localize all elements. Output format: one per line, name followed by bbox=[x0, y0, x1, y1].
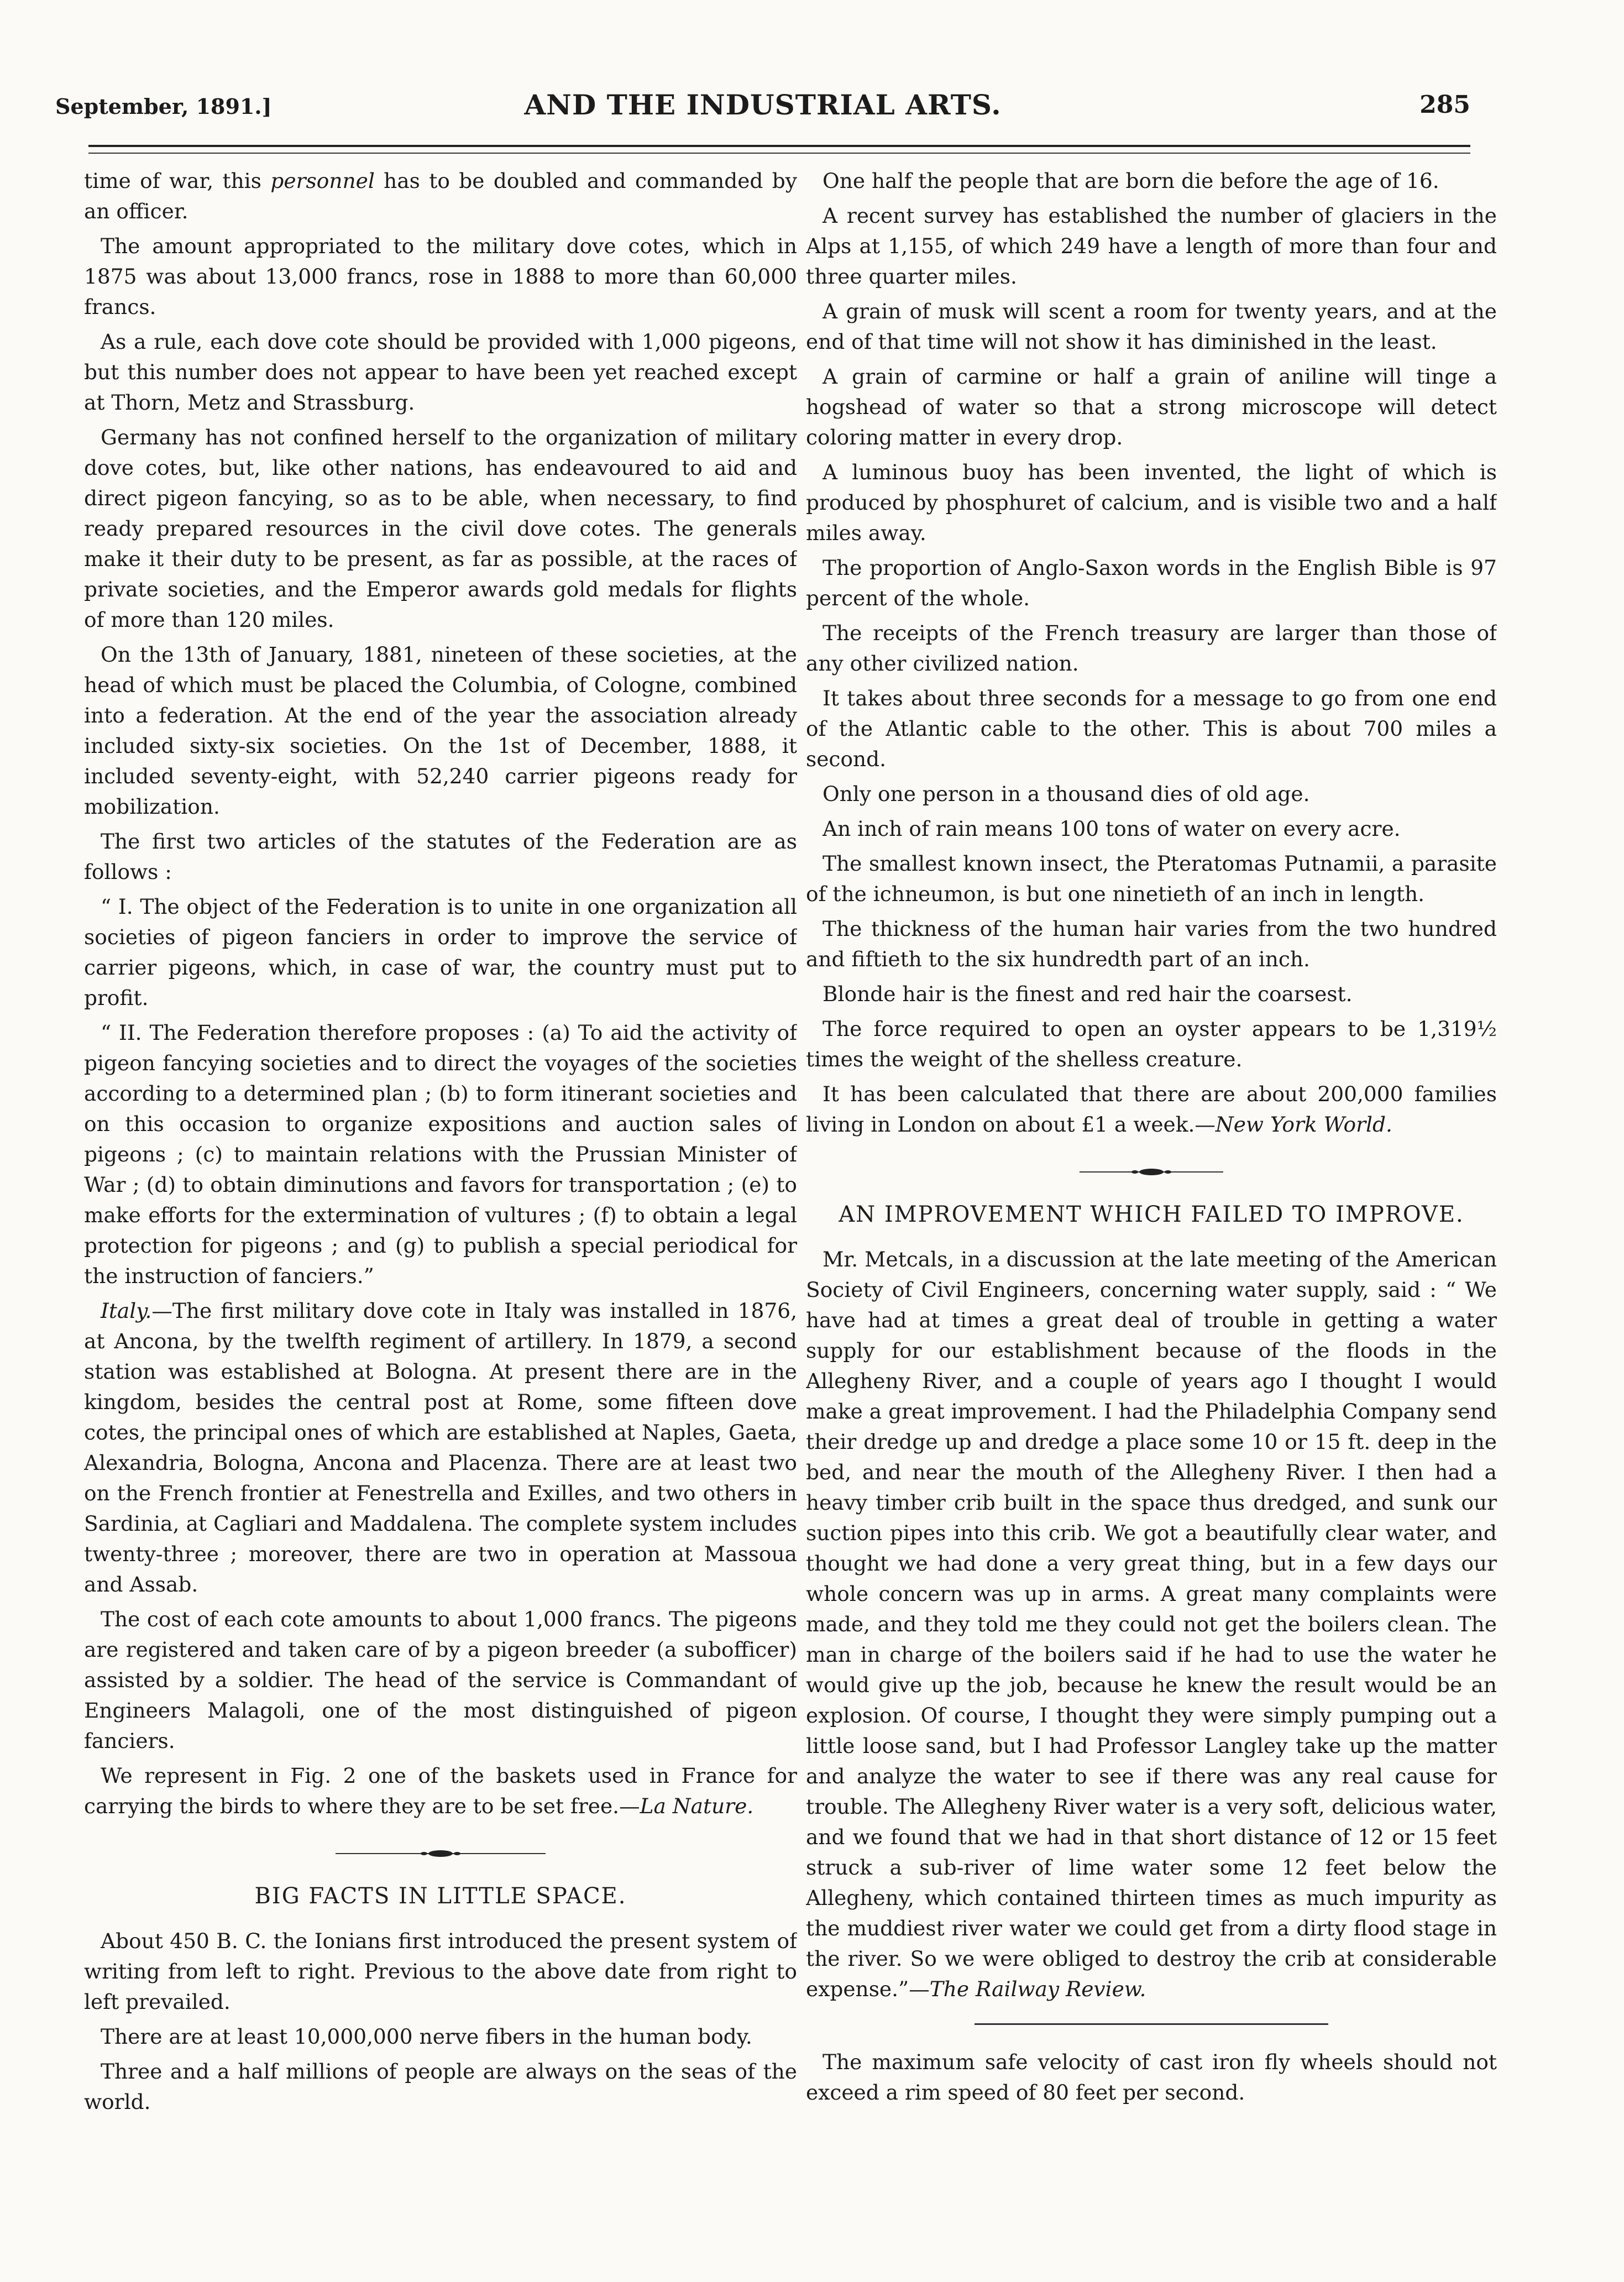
fact-item: An inch of rain means 100 tons of water on every acre. bbox=[823, 817, 1401, 841]
paragraph: “ I. The object of the Federation is to unite in one organization all societies of pigeon fanciers in order to improve the service of carrier pigeons, which, in case of war, the country must put to profit. bbox=[84, 894, 797, 1010]
fact-item: It has been calculated that there are about 200,000 families living in London on about £1 a week.—New York World. bbox=[806, 1082, 1497, 1137]
fact-item: The force required to open an oyster appears to be 1,319½ times the weight of the shelless creature. bbox=[806, 1017, 1497, 1071]
paragraph: As a rule, each dove cote should be provided with 1,000 pigeons, but this number does not appear to have been yet reached except at Thorn, Metz and Strassburg. bbox=[84, 329, 797, 415]
paragraph: Germany has not confined herself to the organization of military dove cotes, but, like other nations, has endeavoured to aid and direct pigeon fancying, so as to be able, when necessary, to find ready prepared resources in the civil dove cotes. The generals make it their duty to be present, as far as possible, at the races of private societies, and the Emperor awards gold medals for flights of more than 120 miles. bbox=[84, 425, 797, 632]
paragraph: The amount appropriated to the military dove cotes, which in 1875 was about 13,000 francs, rose in 1888 to more than 60,000 francs. bbox=[84, 234, 797, 319]
paragraph: The first two articles of the statutes of the Federation are as follows : bbox=[84, 829, 797, 884]
fact-item: The maximum safe velocity of cast iron fly wheels should not exceed a rim speed of 80 feet per second. bbox=[806, 2050, 1497, 2105]
fact-item: A luminous buoy has been invented, the light of which is produced by phosphuret of calcium, and is visible two and a half miles away. bbox=[806, 460, 1497, 545]
fact-item: A grain of musk will scent a room for twenty years, and at the end of that time will not show it has diminished in the least. bbox=[806, 299, 1497, 354]
section-title: BIG FACTS IN LITTLE SPACE. bbox=[254, 1883, 627, 1909]
header-rule bbox=[88, 145, 1470, 147]
divider-rule bbox=[975, 2023, 1328, 2025]
section-title: AN IMPROVEMENT WHICH FAILED TO IMPROVE. bbox=[839, 1202, 1464, 1227]
paragraph: “ II. The Federation therefore proposes : (a) To aid the activity of pigeon fancying societies and to direct the voyages of the societies according to a determined plan ; (b) to form itinerant societies and on this occasion to organize expositions and auction sales of pigeons ; (c) to maintain relations with the Prussian Minister of War ; (d) to obtain diminutions and favors for transportation ; (e) to make efforts for the extermination of vultures ; (f) to obtain a legal protection for pigeons ; and (g) to publish a special periodical for the instruction of fanciers.” bbox=[84, 1020, 797, 1288]
article-body: Mr. Metcals, in a discussion at the late meeting of the American Society of Civil Engineers, concerning water supply, said : “ We have had at times a great deal of trouble in getting a water supply for our establishment because of the floods in the Allegheny River, and a couple of years ago I thought I would make a great improvement. I had the Philadelphia Company send their dredge up and dredge a place some 10 or 15 ft. deep in the bed, and near the mouth of the Allegheny River. I then had a heavy timber crib built in the space thus dredged, and sunk our suction pipes into this crib. We got a beautifully clear water, and thought we had done a very great thing, but in a few days our whole concern was up in arms. A great many complaints were made, and they told me they could not get the boilers clean. The man in charge of the boilers said if he had to use the water he would give up the job, because he knew the result would be an explosion. Of course, I thought they were simply pumping out a little loose sand, but I had Professor Langley take up the matter and analyze the water to see if there was any real cause for trouble. The Allegheny River water is a very soft, delicious water, and we found that we had in that short distance of 12 or 15 feet struck a sub-river of lime water some 12 feet below the Allegheny, which contained thirteen times as much impurity as the muddiest river water we could get from a dirty flood stage in the river. So we were obliged to destroy the crib at considerable expense.”—The Railway Review. bbox=[806, 1247, 1497, 2001]
fact-item: The proportion of Anglo-Saxon words in the English Bible is 97 percent of the whole. bbox=[806, 556, 1497, 610]
running-title: AND THE INDUSTRIAL ARTS. bbox=[524, 88, 1002, 121]
paragraph: On the 13th of January, 1881, nineteen of these societies, at the head of which must be placed the Columbia, of Cologne, combined into a federation. At the end of the year the association already included sixty-six societies. On the 1st of December, 1888, it included seventy-eight, with 52,240 carrier pigeons ready for mobilization. bbox=[84, 642, 797, 819]
page-number: 285 bbox=[1419, 91, 1470, 119]
fact-item: A grain of carmine or half a grain of aniline will tinge a hogshead of water so that a strong microscope will detect coloring matter in every drop. bbox=[806, 364, 1497, 449]
page-header bbox=[55, 88, 1470, 133]
fact-item: About 450 B. C. the Ionians first introduced the present system of writing from left to right. Previous to the above date from right to left prevailed. bbox=[84, 1929, 797, 2014]
paragraph: time of war, this personnel has to be doubled and commanded by an officer. bbox=[84, 169, 797, 223]
paragraph: Italy.—The first military dove cote in Italy was installed in 1876, at Ancona, by the twelfth regiment of artillery. In 1879, a second station was established at Bologna. At present there are in the kingdom, besides the central post at Rome, some fifteen dove cotes, the principal ones of which are established at Naples, Gaeta, Alexandria, Bologna, Ancona and Placenza. There are at least two on the French frontier at Fenestrella and Exilles, and two others in Sardinia, at Cagliari and Maddalena. The complete system includes twenty-three ; moreover, there are two in operation at Massoua and Assab. bbox=[84, 1299, 797, 1597]
fact-item: One half the people that are born die before the age of 16. bbox=[823, 169, 1439, 193]
fact-item: Only one person in a thousand dies of old age. bbox=[823, 782, 1310, 806]
fact-item: There are at least 10,000,000 nerve fibers in the human body. bbox=[101, 2024, 752, 2049]
fact-item: The receipts of the French treasury are larger than those of any other civilized nation. bbox=[806, 621, 1497, 676]
issue-date: September, 1891.] bbox=[55, 94, 272, 119]
fact-item: The thickness of the human hair varies from the two hundred and fiftieth to the six hundredth part of an inch. bbox=[806, 917, 1497, 971]
header-rule-thin bbox=[88, 153, 1470, 154]
fact-item: Three and a half millions of people are always on the seas of the world. bbox=[84, 2059, 797, 2114]
fact-item: Blonde hair is the finest and red hair the coarsest. bbox=[823, 982, 1353, 1006]
right-column bbox=[806, 166, 1497, 2211]
left-column bbox=[84, 166, 797, 2211]
fact-item: It takes about three seconds for a message to go from one end of the Atlantic cable to the other. This is about 700 miles a second. bbox=[806, 686, 1497, 771]
ornament-divider-icon bbox=[1046, 1166, 1256, 1177]
paragraph: We represent in Fig. 2 one of the baskets used in France for carrying the birds to where they are to be set free.—La Nature. bbox=[84, 1763, 797, 1818]
fact-item: A recent survey has established the number of glaciers in the Alps at 1,155, of which 249 have a length of more than four and three quarter miles. bbox=[806, 203, 1497, 289]
paragraph: The cost of each cote amounts to about 1,000 francs. The pigeons are registered and taken care of by a pigeon breeder (a subofficer) assisted by a soldier. The head of the service is Commandant of Engineers Malagoli, one of the most distinguished of pigeon fanciers. bbox=[84, 1607, 797, 1753]
fact-item: The smallest known insect, the Pteratomas Putnamii, a parasite of the ichneumon, is but one ninetieth of an inch in length. bbox=[806, 851, 1497, 906]
ornament-divider-icon bbox=[336, 1848, 546, 1859]
